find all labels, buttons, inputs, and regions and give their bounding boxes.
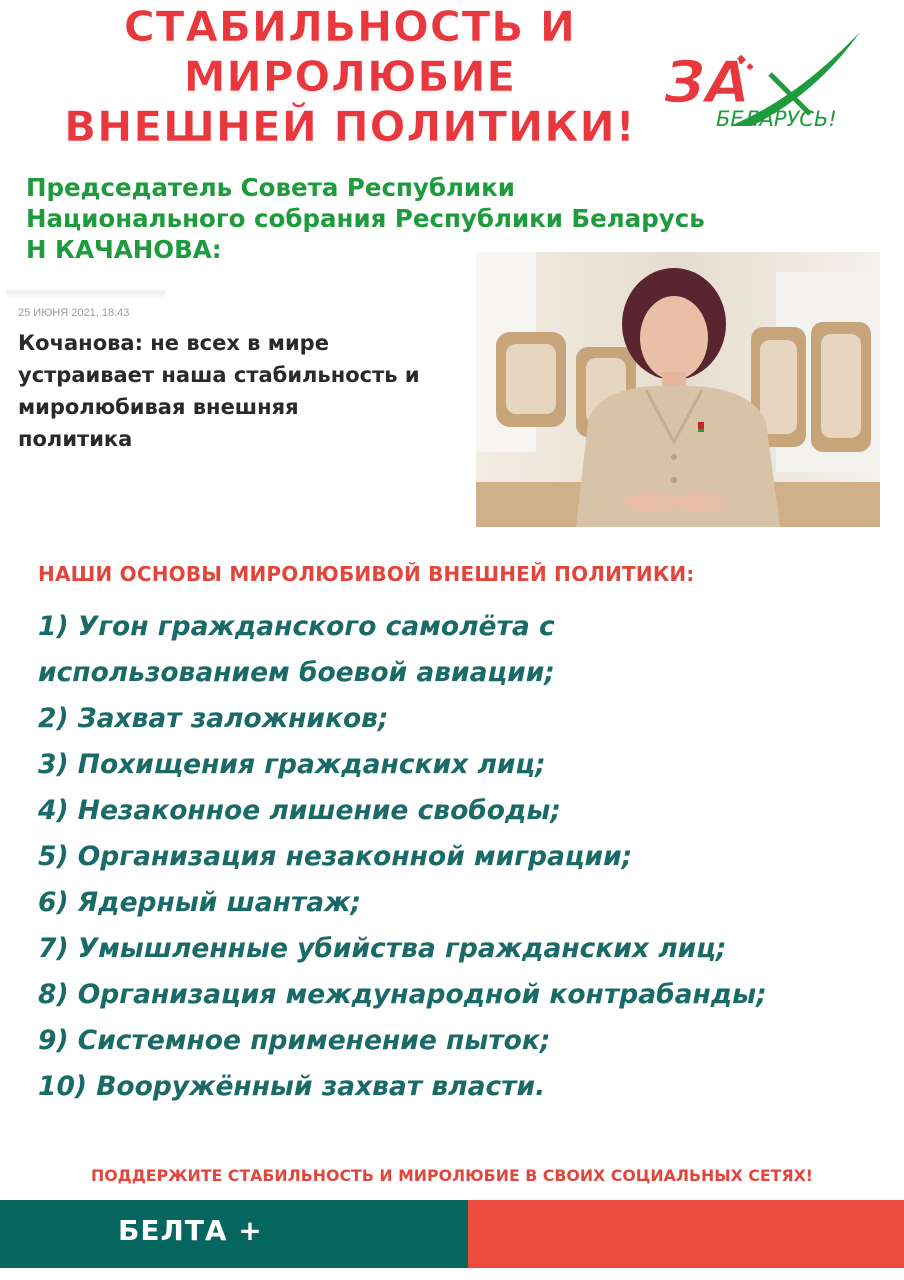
headline-line-3: ВНЕШНЕЙ ПОЛИТИКИ! [64,102,636,151]
subtitle-line-3: Н КАЧАНОВА: [26,235,222,264]
news-divider [6,290,166,300]
official-portrait-photo [476,252,880,527]
news-clipping [6,290,476,490]
list-item: 2) Захват заложников; [38,703,389,734]
news-date: 25 ИЮНЯ 2021, 18:43 [18,307,130,319]
logo-country: БЕЛАРУСЬ! [716,107,837,131]
news-title-line: устраивает наша стабильность и [18,363,420,387]
list-item: использованием боевой авиации; [38,657,555,688]
list-item: 7) Умышленные убийства гражданских лиц; [38,933,727,964]
subtitle-line-2: Национального собрания Республики Беларусь [26,204,705,233]
call-to-action: ПОДДЕРЖИТЕ СТАБИЛЬНОСТЬ И МИРОЛЮБИЕ В СВОИХ СОЦИАЛЬНЫХ СЕТЯХ! [91,1166,813,1185]
footer-brand: БЕЛТА + [118,1214,263,1247]
policy-list [38,604,888,1110]
subtitle-line-1: Председатель Совета Республики [26,173,515,202]
news-title-line: миролюбивая внешняя [18,395,299,419]
headline-line-2: МИРОЛЮБИЕ [183,52,517,101]
footer-red-band [468,1200,904,1268]
logo-za: ЗА [664,48,751,116]
headline-line-1: СТАБИЛЬНОСТЬ И [123,2,577,51]
list-heading: НАШИ ОСНОВЫ МИРОЛЮБИВОЙ ВНЕШНЕЙ ПОЛИТИКИ: [38,562,695,586]
list-item: 1) Угон гражданского самолёта с [38,611,555,642]
list-item: 4) Незаконное лишение свободы; [38,795,561,826]
list-item: 10) Вооружённый захват власти. [38,1071,546,1102]
list-item: 3) Похищения гражданских лиц; [38,749,546,780]
za-belarus-logo [660,14,896,139]
list-item: 8) Организация международной контрабанды; [38,979,767,1010]
list-item: 5) Организация незаконной миграции; [38,841,633,872]
news-headline [18,327,458,455]
poster-headline [10,2,690,152]
list-item: 6) Ядерный шантаж; [38,887,362,918]
news-title-line: политика [18,427,133,451]
news-title-line: Кочанова: не всех в мире [18,331,329,355]
list-item: 9) Системное применение пыток; [38,1025,551,1056]
